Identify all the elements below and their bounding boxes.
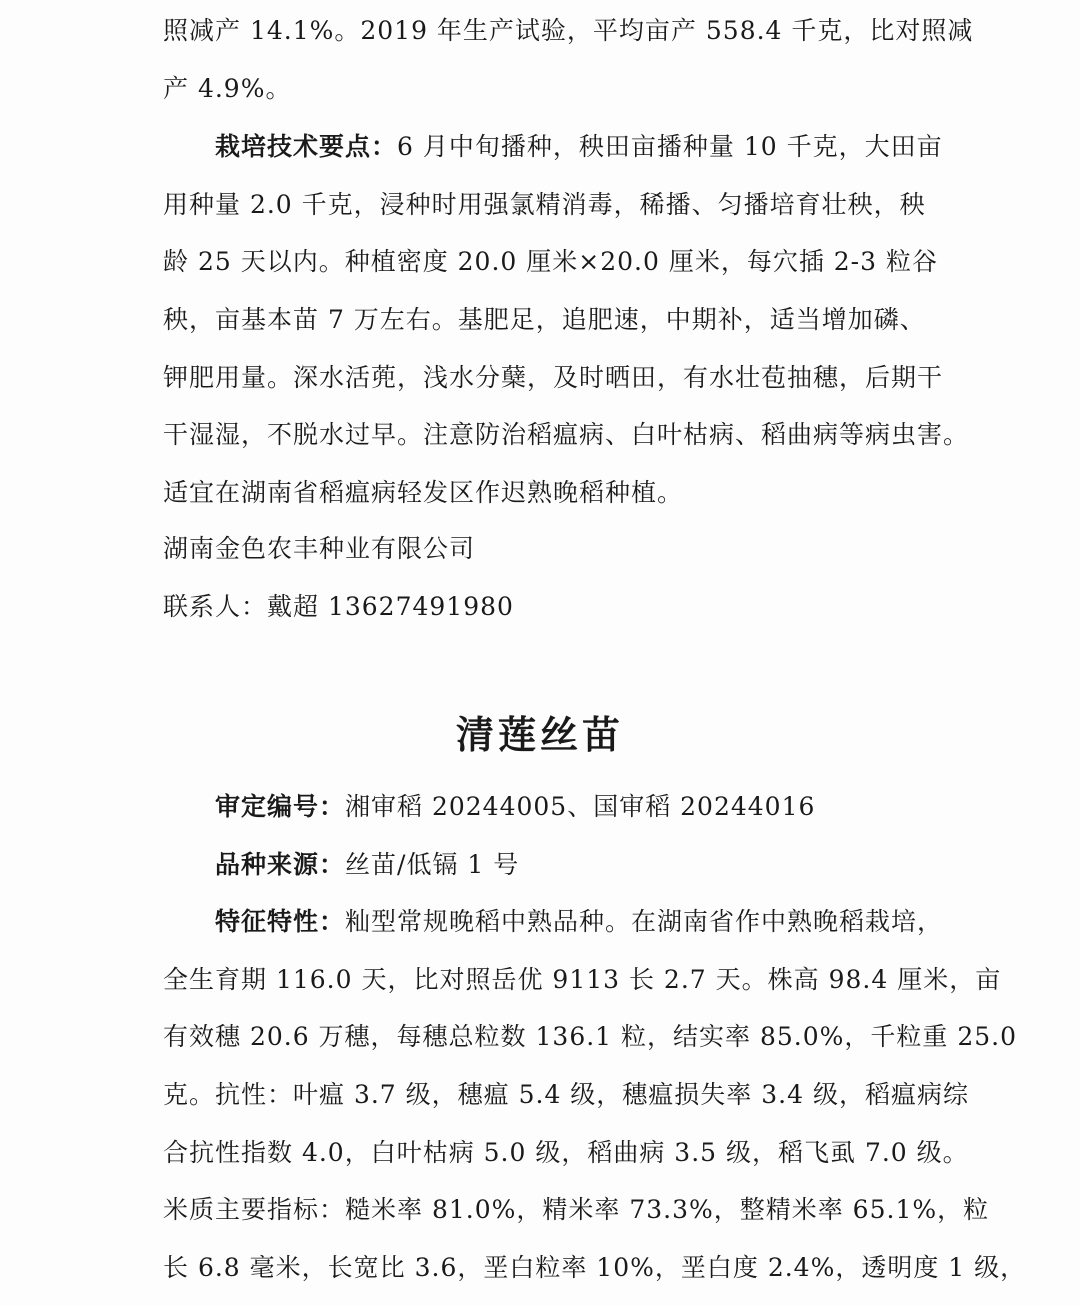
- approval-value: 湘审稻 20244005、国审稻 20244016: [345, 792, 816, 821]
- features-label: 特征特性：: [215, 907, 346, 936]
- body-line: 有效穗 20.6 万穗，每穗总粒数 136.1 粒，结实率 85.0%，千粒重 25.0: [163, 1022, 1017, 1051]
- body-line: 秧，亩基本苗 7 万左右。基肥足，追肥速，中期补，适当增加磷、: [163, 305, 926, 334]
- features-paragraph-first-line: [215, 905, 944, 939]
- source-label: 品种来源：: [215, 850, 346, 879]
- approval-line: [215, 790, 923, 824]
- variety-title: 清莲丝苗: [455, 713, 624, 757]
- body-line: 长 6.8 毫米，长宽比 3.6，垩白粒率 10%，垩白度 2.4%，透明度 1 级，: [163, 1253, 1027, 1282]
- cultivation-text: 6 月中旬播种，秧田亩播种量 10 千克，大田亩: [397, 132, 943, 161]
- body-line: 龄 25 天以内。种植密度 20.0 厘米×20.0 厘米，每穴插 2-3 粒谷: [163, 247, 938, 276]
- body-line: 适宜在湖南省稻瘟病轻发区作迟熟晚稻种植。: [163, 478, 684, 507]
- approval-label: 审定编号：: [215, 792, 346, 821]
- body-line: 产 4.9%。: [163, 74, 292, 103]
- source-value: 丝苗/低镉 1 号: [345, 850, 520, 879]
- body-line: 照减产 14.1%。2019 年生产试验，平均亩产 558.4 千克，比对照减: [163, 16, 974, 45]
- body-line: 合抗性指数 4.0，白叶枯病 5.0 级，稻曲病 3.5 级，稻飞虱 7.0 级。: [163, 1138, 969, 1167]
- cultivation-label: 栽培技术要点：: [215, 132, 398, 161]
- body-line: 米质主要指标：糙米率 81.0%，精米率 73.3%，整精米率 65.1%，粒: [163, 1195, 990, 1224]
- body-line: 干湿湿，不脱水过早。注意防治稻瘟病、白叶枯病、稻曲病等病虫害。: [163, 420, 970, 449]
- body-line: 钾肥用量。深水活蔸，浅水分蘖，及时晒田，有水壮苞抽穗，后期干: [163, 363, 944, 392]
- body-line: 克。抗性：叶瘟 3.7 级，穗瘟 5.4 级，穗瘟损失率 3.4 级，稻瘟病综: [163, 1080, 969, 1109]
- features-text: 籼型常规晚稻中熟品种。在湖南省作中熟晚稻栽培，: [345, 907, 944, 936]
- company-name: 湖南金色农丰种业有限公司: [163, 534, 476, 563]
- cultivation-paragraph-first-line: [215, 130, 943, 164]
- body-line: 用种量 2.0 千克，浸种时用强氯精消毒，稀播、匀播培育壮秧，秧: [163, 190, 926, 219]
- body-line: 全生育期 116.0 天，比对照岳优 9113 长 2.7 天。株高 98.4 厘米，亩: [163, 965, 1002, 994]
- contact-line: 联系人：戴超 13627491980: [163, 592, 514, 621]
- source-line: [215, 848, 923, 882]
